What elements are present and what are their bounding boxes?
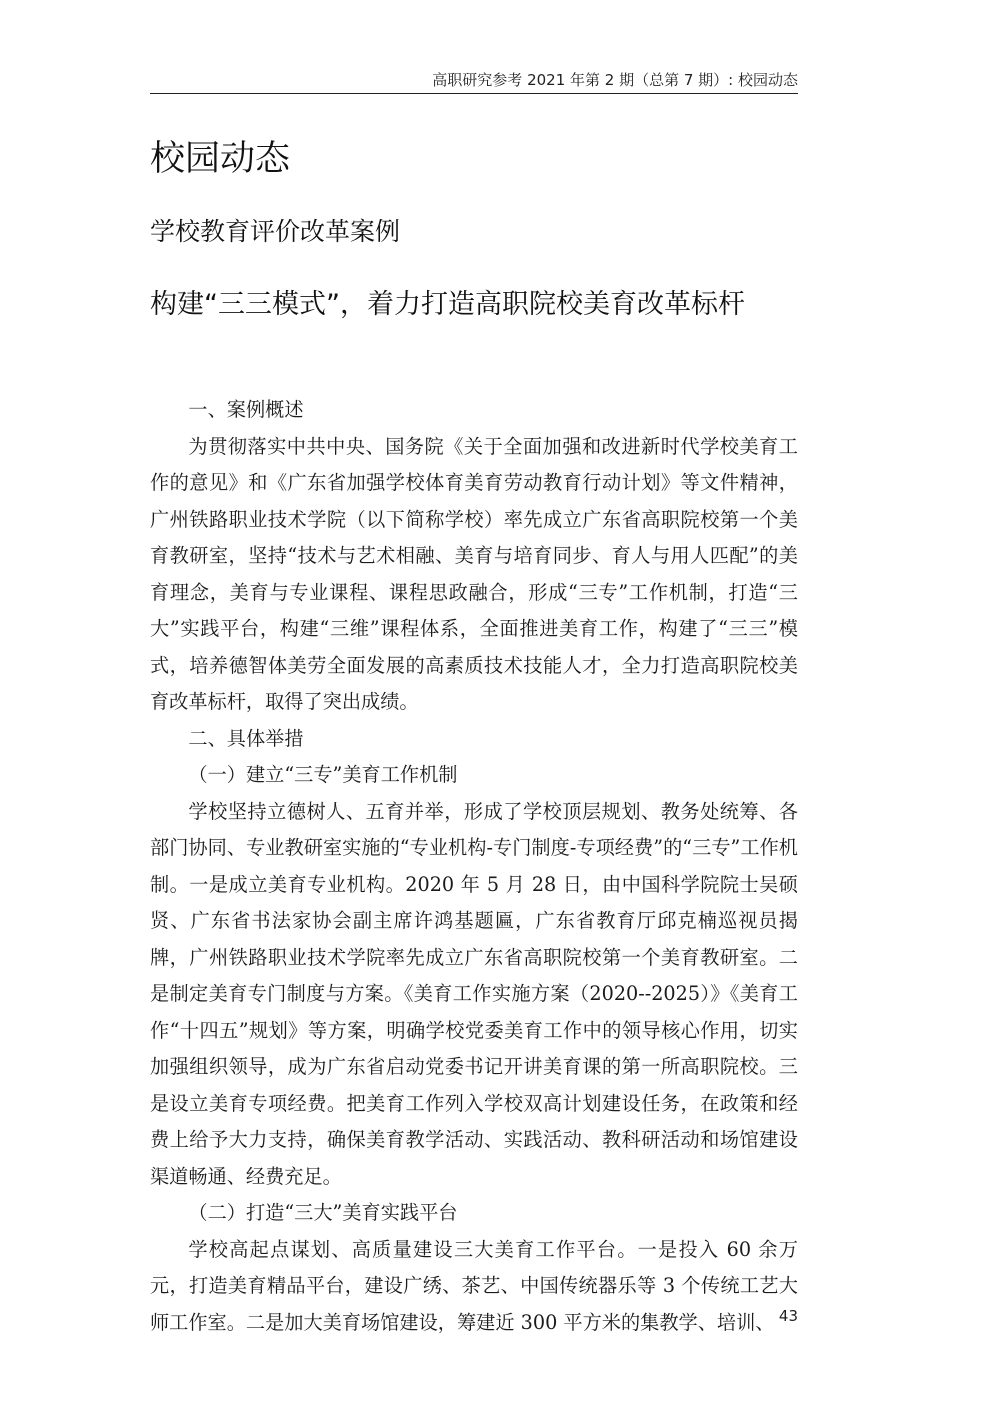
paragraph-overview: 为贯彻落实中共中央、国务院《关于全面加强和改进新时代学校美育工作的意见》和《广东省加强学校体育美育劳动教育行动计划》等文件精神，广州铁路职业技术学院（以下简称学校）率先成立广东省高职院校第一个美育教研室，坚持“技术与艺术相融、美育与培育同步、育人与用人匹配”的美育理念，美育与专业课程、课程思政融合，形成“三专”工作机制，打造“三大”实践平台，构建“三维”课程体系，全面推进美育工作，构建了“三三”模式，培养德智体美劳全面发展的高素质技术技能人才，全力打造高职院校美育改革标杆，取得了突出成绩。 <box>150 434 798 713</box>
heading-mechanism: （一）建立“三专”美育工作机制 <box>188 763 458 786</box>
sub-title: 学校教育评价改革案例 <box>150 217 401 246</box>
heading-platform: （二）打造“三大”美育实践平台 <box>188 1201 458 1224</box>
running-header: 高职研究参考 2021 年第 2 期（总第 7 期）: 校园动态 <box>432 71 798 89</box>
paragraph-mechanism: 学校坚持立德树人、五育并举，形成了学校顶层规划、教务处统筹、各部门协同、专业教研室实施的“专业机构-专门制度-专项经费”的“三专”工作机制。一是成立美育专业机构。2020 年 5 月 28 日，由中国科学院院士吴硕贤、广东省书法家协会副主席许鸿基题匾，广东省教育厅邱克楠巡视员揭牌，广州铁路职业技术学院率先成立广东省高职院校第一个美育教研室。二是制定美育专门制度与方案。《美育工作实施方案（2020--2025）》《美育工作“十四五”规划》等方案，明确学校党委美育工作中的领导核心作用，切实加强组织领导，成为广东省启动党委书记开讲美育课的第一所高职院校。三是设立美育专项经费。把美育工作列入学校双高计划建设任务，在政策和经费上给予大力支持，确保美育教学活动、实践活动、教科研活动和场馆建设渠道畅通、经费充足。 <box>150 799 798 1188</box>
page-number: 43 <box>778 1307 798 1325</box>
heading-measures: 二、具体举措 <box>188 726 304 750</box>
article-body <box>150 392 798 1341</box>
article-title: 构建“三三模式”，着力打造高职院校美育改革标杆 <box>150 289 745 320</box>
header-rule <box>150 93 798 94</box>
section-title: 校园动态 <box>150 139 291 179</box>
paragraph-platform: 学校高起点谋划、高质量建设三大美育工作平台。一是投入 60 余万元，打造美育精品平台，建设广绣、茶艺、中国传统器乐等 3 个传统工艺大师工作室。二是加大美育场馆建设，筹建近 300 平方米的集教学、培训、 <box>150 1237 798 1334</box>
heading-case-overview: 一、案例概述 <box>188 398 304 421</box>
